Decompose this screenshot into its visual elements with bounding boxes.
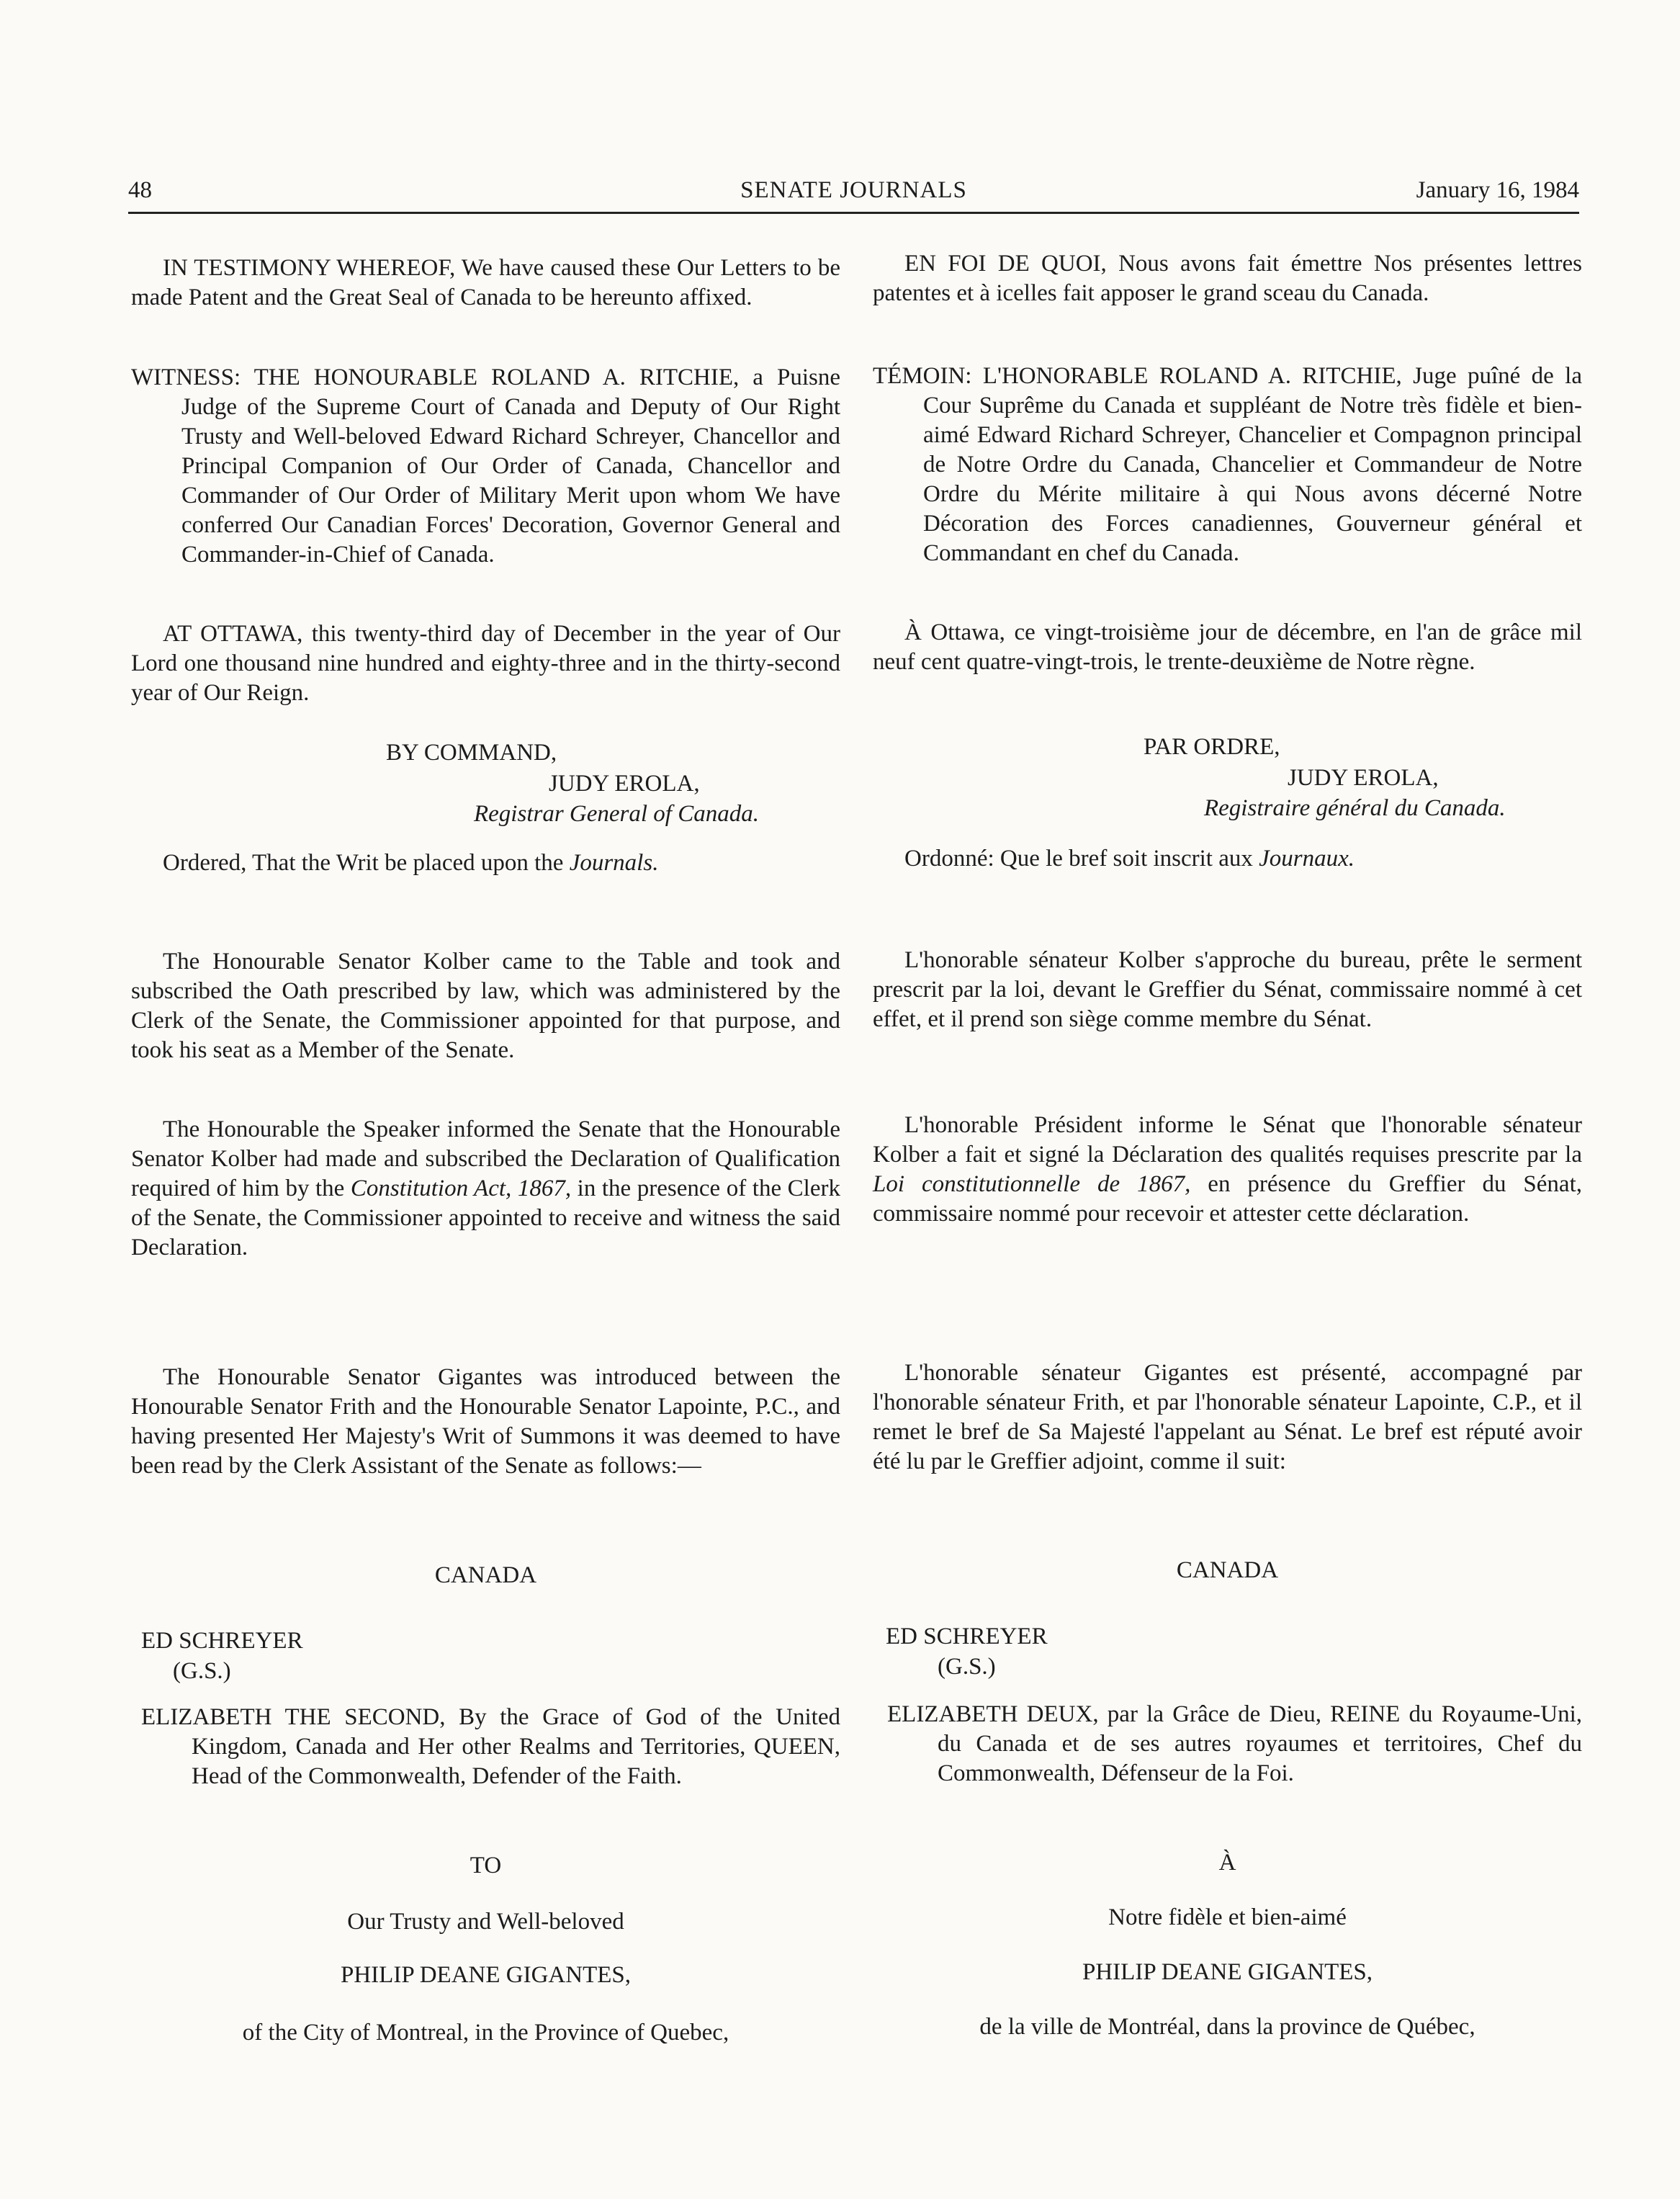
speaker-text-1: The Honourable the Speaker informed the Senate that the Honourable Senator Kolber had made and subscribed the Declaration of Qualification required of him by the [131, 1116, 840, 1201]
testimony-paragraph: IN TESTIMONY WHEREOF, We have caused these Our Letters to be made Patent and the Great Seal of Canada to be hereunto affixed. [131, 255, 840, 310]
journals-word: Journals. [569, 850, 659, 876]
at-ottawa-paragraph: AT OTTAWA, this twenty-third day of December in the year of Our Lord one thousand nine hundred and eighty-three and in the thirty-second year of Our Reign. [131, 621, 840, 706]
city-line: of the City of Montreal, in the Province of Quebec, [242, 2020, 729, 2046]
governor-general-abbr: (G.S.) [173, 1658, 231, 1684]
kolber-oath-paragraph: The Honourable Senator Kolber came to the Table and took and subscribed the Oath prescribed by law, which was administered by the Clerk of the Senate, the Commissioner appointed for that purpose, and took his seat as a Member of the Senate. [131, 949, 840, 1063]
witness-paragraph: WITNESS: THE HONOURABLE ROLAND A. RITCHIE, a Puisne Judge of the Supreme Court of Canada and Deputy of Our Right Trusty and Well-beloved Edward Richard Schreyer, Chancellor and Principal Companion of Our Order of Canada, Chancellor and Commander of Our Order of Military Merit upon whom We have conferred Our Canadian Forces' Decoration, Governor General and Commander-in-Chief of Canada. [131, 364, 840, 568]
signer-name-fr: JUDY EROLA, [1288, 765, 1439, 791]
english-column [131, 0, 840, 2199]
speaker-paragraph [131, 1115, 840, 1263]
speaker-text-2: in the presence of the Clerk of the Senate, the Commissioner appointed to receive and witness the said Declaration. [131, 1175, 840, 1260]
governor-general-abbr-fr: (G.S.) [938, 1654, 996, 1680]
canada-heading: CANADA [434, 1562, 537, 1588]
ordered-text-fr: Ordonné: Que le bref soit inscrit aux [904, 846, 1259, 872]
elizabeth-paragraph-fr: ELIZABETH DEUX, par la Grâce de Dieu, REINE du Royaume-Uni, du Canada et de ses autres royaumes et territoires, Chef du Commonwealth, Défenseur de la Foi. [887, 1701, 1582, 1786]
loi-constitutionnelle: Loi constitutionnelle de 1867, [873, 1171, 1191, 1197]
governor-general-name: ED SCHREYER [141, 1628, 303, 1654]
elizabeth-paragraph: ELIZABETH THE SECOND, By the Grace of God of the United Kingdom, Canada and Her other Realms and Territories, QUEEN, Head of the Commonwealth, Defender of the Faith. [141, 1704, 840, 1789]
testimony-paragraph-fr: EN FOI DE QUOI, Nous avons fait émettre Nos présentes lettres patentes et à icelles fait apposer le grand sceau du Canada. [873, 251, 1582, 306]
ordered-text: Ordered, That the Writ be placed upon the [163, 850, 570, 876]
at-ottawa-paragraph-fr: À Ottawa, ce vingt-troisième jour de décembre, en l'an de grâce mil neuf cent quatre-vingt-trois, le trente-deuxième de Notre règne. [873, 619, 1582, 675]
speaker-text-1-fr: L'honorable Président informe le Sénat que l'honorable sénateur Kolber a fait et signé la Déclaration des qualités requises prescrite par la [873, 1112, 1582, 1168]
speaker-paragraph-fr [873, 1111, 1582, 1229]
signer-title-fr: Registraire général du Canada. [1204, 795, 1506, 821]
constitution-act: Constitution Act, 1867, [350, 1175, 572, 1201]
signer-name: JUDY EROLA, [549, 771, 700, 797]
journal-date: January 16, 1984 [1416, 177, 1579, 203]
ordered-paragraph [131, 848, 840, 878]
french-column [873, 0, 1582, 2199]
to-heading-fr: À [1218, 1850, 1236, 1876]
city-line-fr: de la ville de Montréal, dans la province de Québec, [979, 2014, 1475, 2040]
witness-paragraph-fr: TÉMOIN: L'HONORABLE ROLAND A. RITCHIE, Juge puîné de la Cour Suprême du Canada et suppléant de Notre très fidèle et bien-aimé Edward Richard Schreyer, Chancelier et Compagnon principal de Notre Ordre du Canada, Chancelier et Commandeur de Notre Ordre du Mérite militaire à qui Nous avons décerné Notre Décoration des Forces canadiennes, Gouverneur général et Commandant en chef du Canada. [873, 363, 1582, 566]
trusty-line-fr: Notre fidèle et bien-aimé [1108, 1904, 1347, 1930]
governor-general-name-fr: ED SCHREYER [886, 1624, 1048, 1649]
kolber-oath-paragraph-fr: L'honorable sénateur Kolber s'approche du bureau, prête le serment prescrit par la loi, devant le Greffier du Sénat, commissaire nommé à cet effet, et il prend son siège comme membre du Sénat. [873, 947, 1582, 1032]
page-number: 48 [128, 177, 152, 203]
journal-title: SENATE JOURNALS [740, 177, 967, 203]
nominee-name: PHILIP DEANE GIGANTES, [341, 1962, 631, 1988]
speaker-text-2-fr: en présence du Greffier du Sénat, commissaire nommé pour recevoir et attester cette déclaration. [873, 1171, 1582, 1227]
gigantes-intro-paragraph: The Honourable Senator Gigantes was introduced between the Honourable Senator Frith and the Honourable Senator Lapointe, P.C., and having presented Her Majesty's Writ of Summons it was deemed to have been read by the Clerk Assistant of the Senate as follows:— [131, 1364, 840, 1479]
journaux-word: Journaux. [1259, 846, 1355, 872]
by-command: BY COMMAND, [386, 740, 557, 766]
gigantes-intro-paragraph-fr: L'honorable sénateur Gigantes est présenté, accompagné par l'honorable sénateur Frith, et par l'honorable sénateur Lapointe, C.P., et il remet le bref de Sa Majesté l'appelant au Sénat. Le bref est réputé avoir été lu par le Greffier adjoint, comme il suit: [873, 1360, 1582, 1474]
canada-heading-fr: CANADA [1176, 1557, 1279, 1583]
to-heading: TO [470, 1853, 502, 1878]
nominee-name-fr: PHILIP DEANE GIGANTES, [1082, 1959, 1373, 1985]
trusty-line: Our Trusty and Well-beloved [347, 1909, 624, 1935]
ordered-paragraph-fr [873, 844, 1582, 874]
by-command-fr: PAR ORDRE, [1144, 734, 1280, 760]
signer-title: Registrar General of Canada. [474, 801, 759, 827]
